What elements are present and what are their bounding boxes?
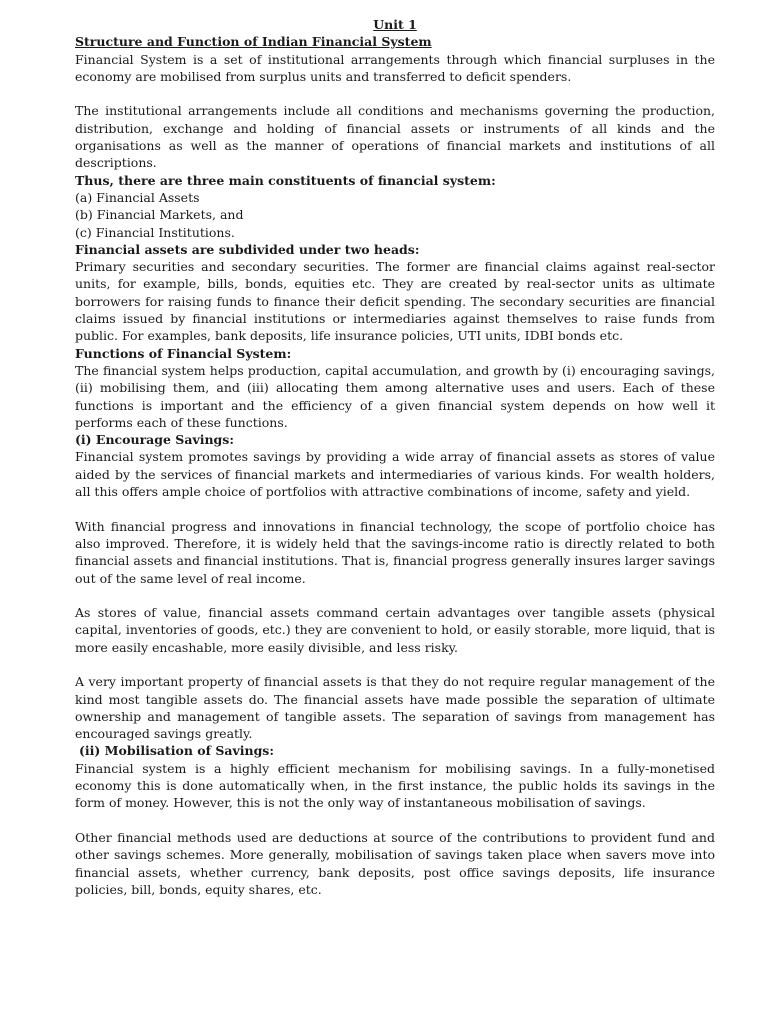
document-title: Structure and Function of Indian Financial System bbox=[75, 34, 432, 50]
savings-paragraph-4: A very important property of financial assets is that they do not require regular management of the kind most tangible assets do. The financial assets have made possible the separation of ultimate ownership and management of tangible assets. The separation of savings from management has encouraged savings greatly. bbox=[75, 674, 715, 742]
list-item: (a) Financial Assets bbox=[75, 189, 200, 205]
savings-heading: (i) Encourage Savings: bbox=[75, 432, 234, 448]
constituents-heading: Thus, there are three main constituents of financial system: bbox=[75, 172, 496, 188]
assets-paragraph: Primary securities and secondary securities. The former are financial claims against real-sector units, for example, bills, bonds, equities etc. They are created by real-sector units as ultimate borrowers for raising funds to finance their deficit spending. The secondary securities are financial claims issued by financial institutions or intermediaries against themselves to raise funds from public. For examples, bank deposits, life insurance policies, UTI units, IDBI bonds etc. bbox=[75, 259, 715, 344]
mobilisation-paragraph-1: Financial system is a highly efficient mechanism for mobilising savings. In a fully-monetised economy this is done automatically when, in the first instance, the public holds its savings in the form of money. However, this is not the only way of instantaneous mobilisation of savings. bbox=[75, 760, 715, 811]
savings-paragraph-1: Financial system promotes savings by providing a wide array of financial assets as stores of value aided by the services of financial markets and intermediaries of various kinds. For wealth holders, all this offers ample choice of portfolios with attractive combinations of income, safety and yield. bbox=[75, 449, 715, 500]
unit-label: Unit 1 bbox=[373, 17, 417, 32]
list-item: (b) Financial Markets, and bbox=[75, 207, 244, 223]
functions-paragraph: The financial system helps production, capital accumulation, and growth by (i) encouraging savings, (ii) mobilising them, and (iii) allocating them among alternative uses and users. Each of these functions is important and the efficiency of a given financial system depends on how well it performs each of these functions. bbox=[75, 362, 715, 430]
savings-paragraph-3: As stores of value, financial assets command certain advantages over tangible assets (physical capital, inventories of goods, etc.) they are convenient to hold, or easily storable, more liquid, that is more easily encashable, more easily divisible, and less risky. bbox=[75, 605, 715, 655]
constituents-list bbox=[75, 189, 715, 241]
savings-paragraph-2: With financial progress and innovations in financial technology, the scope of portfolio choice has also improved. Therefore, it is widely held that the savings-income ratio is directly related to both financial assets and financial institutions. That is, financial progress generally insures larger savings out of the same level of real income. bbox=[75, 518, 715, 586]
intro-paragraph-1: Financial System is a set of institutional arrangements through which financial surpluses in the economy are mobilised from surplus units and transferred to deficit spenders. bbox=[75, 51, 715, 84]
intro-paragraph-2: The institutional arrangements include all conditions and mechanisms governing the production, distribution, exchange and holding of financial assets or instruments of all kinds and the organisations as well as the manner of operations of financial markets and institutions of all descriptions. bbox=[75, 103, 715, 171]
mobilisation-heading: (ii) Mobilisation of Savings: bbox=[79, 743, 274, 759]
assets-heading: Financial assets are subdivided under two heads: bbox=[75, 241, 420, 257]
mobilisation-paragraph-2: Other financial methods used are deductions at source of the contributions to provident fund and other savings schemes. More generally, mobilisation of savings taken place when savers move into financial assets, whether currency, bank deposits, post office savings deposits, life insurance policies, bill, bonds, equity shares, etc. bbox=[75, 829, 715, 897]
list-item: (c) Financial Institutions. bbox=[75, 224, 235, 240]
document-body bbox=[75, 16, 715, 898]
functions-heading: Functions of Financial System: bbox=[75, 345, 292, 361]
